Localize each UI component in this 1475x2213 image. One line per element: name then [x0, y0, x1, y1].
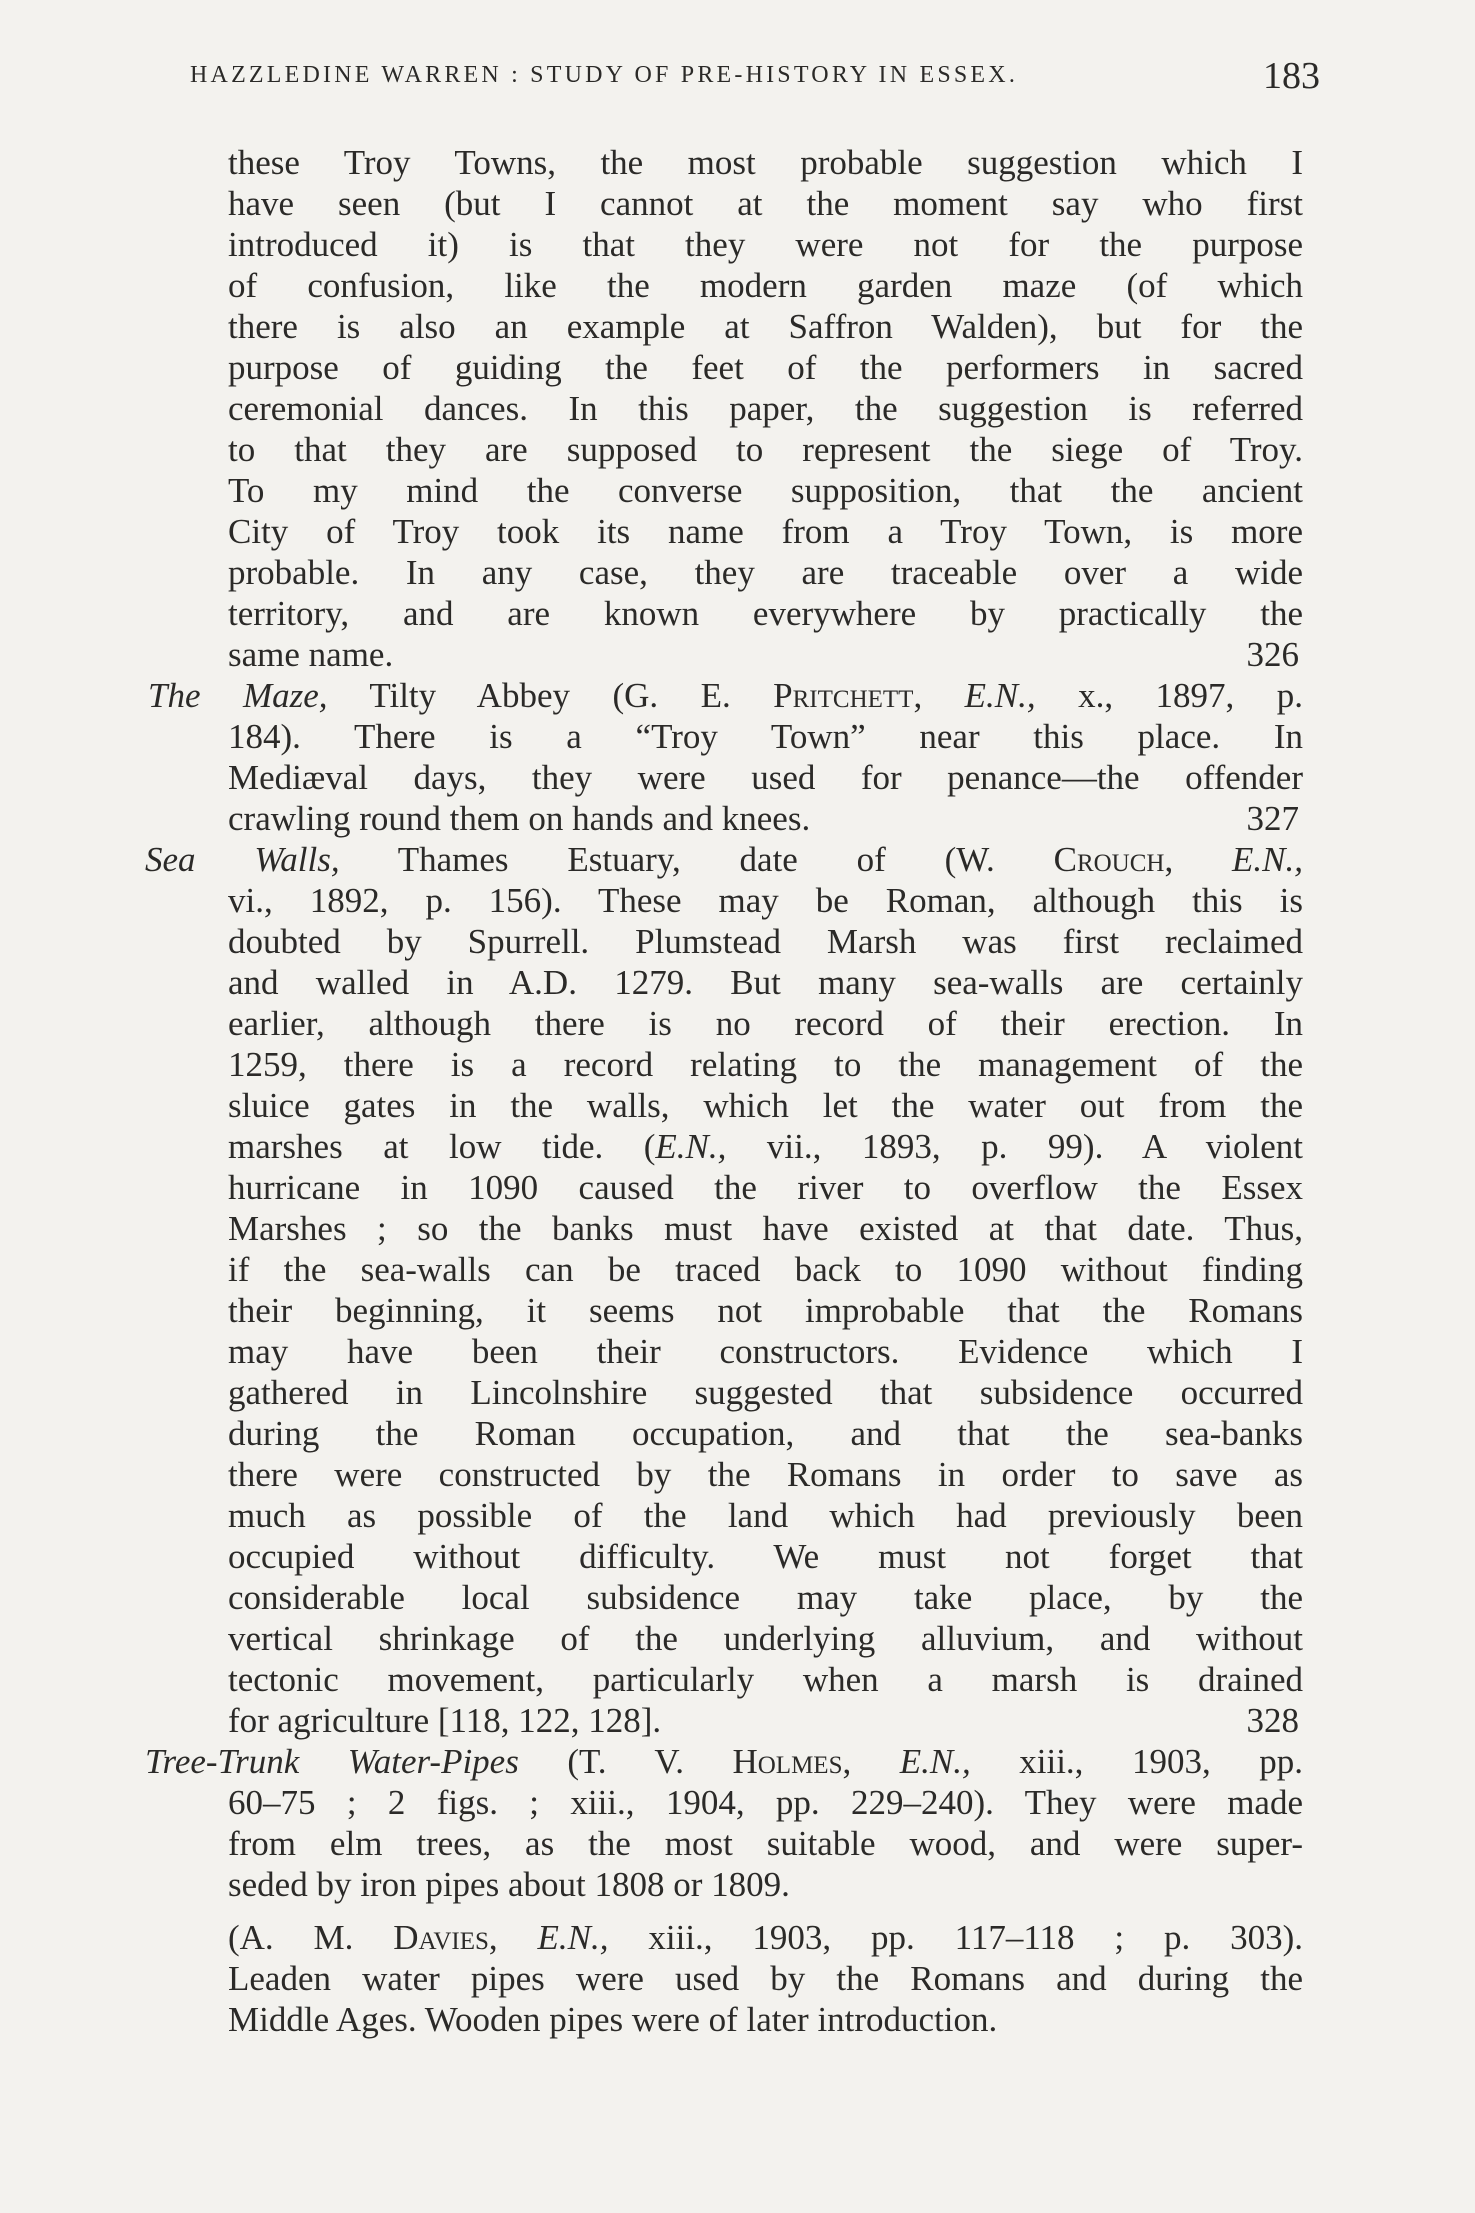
- text-line: Middle Ages. Wooden pipes were of later introduction.: [228, 2000, 998, 2039]
- text-line: Leaden water pipes were used by the Romans and during the: [228, 1959, 1303, 1998]
- text-line: [228, 1700, 1303, 1741]
- text-line: vertical shrinkage of the underlying alluvium, and without: [228, 1619, 1303, 1658]
- text-line: considerable local subsidence may take place, by the: [228, 1578, 1303, 1617]
- text-line: [228, 634, 1303, 675]
- reference-number: 328: [1246, 1701, 1299, 1740]
- entry-sea-walls: [145, 839, 1303, 1741]
- text-line: tectonic movement, particularly when a marsh is drained: [228, 1660, 1303, 1699]
- line-text: Thames Estuary, date of (W.: [339, 840, 1054, 879]
- text-line: if the sea-walls can be traced back to 1090 without finding: [228, 1250, 1303, 1289]
- text-line: territory, and are known everywhere by practically the: [228, 594, 1303, 633]
- text-line: during the Roman occupation, and that the sea-banks: [228, 1414, 1303, 1453]
- entry-tree-trunk-water-pipes: [145, 1741, 1303, 1905]
- text-line: gathered in Lincolnshire suggested that subsidence occurred: [228, 1373, 1303, 1412]
- text-line: may have been their constructors. Evidence which I: [228, 1332, 1303, 1371]
- text-line: 1259, there is a record relating to the management of the: [228, 1045, 1303, 1084]
- text-line: purpose of guiding the feet of the performers in sacred: [228, 348, 1303, 387]
- line-text: (A. M.: [228, 1918, 394, 1957]
- text-line: to that they are supposed to represent the siege of Troy.: [228, 430, 1303, 469]
- text-line: City of Troy took its name from a Troy Town, is more: [228, 512, 1303, 551]
- text-line: hurricane in 1090 caused the river to overflow the Essex: [228, 1168, 1303, 1207]
- text-line: probable. In any case, they are traceable over a wide: [228, 553, 1303, 592]
- text-line: 60–75 ; 2 figs. ; xiii., 1904, pp. 229–240). They were made: [228, 1783, 1303, 1822]
- page-number: 183: [1263, 62, 1320, 97]
- entry-heading-line: [145, 1741, 1303, 1782]
- author-name: Holmes,: [732, 1742, 852, 1781]
- line-text: x., 1897, p.: [1035, 676, 1303, 715]
- entry-the-maze: [148, 675, 1303, 839]
- source-abbrev: E.N.,: [1173, 840, 1303, 879]
- text-line: doubted by Spurrell. Plumstead Marsh was first reclaimed: [228, 922, 1303, 961]
- source-abbrev: E.N.,: [922, 676, 1036, 715]
- reference-number: 326: [1246, 635, 1299, 674]
- text-line: and walled in A.D. 1279. But many sea-walls are certainly: [228, 963, 1303, 1002]
- line-text: for agriculture [118, 122, 128].: [228, 1701, 662, 1740]
- author-name: Pritchett,: [773, 676, 923, 715]
- text-line: of confusion, like the modern garden maze (of which: [228, 266, 1303, 305]
- text-line: there is also an example at Saffron Walden), but for the: [228, 307, 1303, 346]
- line-text: (T. V.: [518, 1742, 733, 1781]
- text-line: much as possible of the land which had previously been: [228, 1496, 1303, 1535]
- running-title: HAZZLEDINE WARREN : STUDY OF PRE-HISTORY IN ESSEX.: [190, 62, 1019, 88]
- text-line: from elm trees, as the most suitable wood, and were super-: [228, 1824, 1303, 1863]
- text-line: have seen (but I cannot at the moment say who first: [228, 184, 1303, 223]
- text-line: To my mind the converse supposition, that the ancient: [228, 471, 1303, 510]
- troy-towns-paragraph: [228, 142, 1303, 675]
- text-line: there were constructed by the Romans in order to save as: [228, 1455, 1303, 1494]
- source-abbrev: E.N.,: [497, 1918, 609, 1957]
- body-text: [145, 142, 1303, 2040]
- text-line: Mediæval days, they were used for penance—the offender: [228, 758, 1303, 797]
- entry-heading-line: [148, 675, 1303, 716]
- line-text: same name.: [228, 635, 394, 674]
- reference-number: 327: [1246, 799, 1299, 838]
- entry-title: Sea Walls,: [145, 840, 340, 879]
- text-line: these Troy Towns, the most probable suggestion which I: [228, 143, 1303, 182]
- author-name: Crouch,: [1053, 840, 1174, 879]
- text-line: earlier, although there is no record of their erection. In: [228, 1004, 1303, 1043]
- running-head: [190, 62, 1320, 122]
- entry-title: Tree-Trunk Water-Pipes: [145, 1742, 519, 1781]
- text-line: sluice gates in the walls, which let the water out from the: [228, 1086, 1303, 1125]
- text-line: [228, 1126, 1303, 1167]
- text-line: occupied without difficulty. We must not forget that: [228, 1537, 1303, 1576]
- line-text: crawling round them on hands and knees.: [228, 799, 811, 838]
- line-text: xiii., 1903, pp. 117–118 ; p. 303).: [608, 1918, 1303, 1957]
- source-abbrev: E.N.,: [851, 1742, 971, 1781]
- text-line: 184). There is a “Troy Town” near this place. In: [228, 717, 1303, 756]
- text-line: seded by iron pipes about 1808 or 1809.: [228, 1865, 790, 1904]
- text-line: [228, 798, 1303, 839]
- text-line: their beginning, it seems not improbable that the Romans: [228, 1291, 1303, 1330]
- text-line: Marshes ; so the banks must have existed at that date. Thus,: [228, 1209, 1303, 1248]
- source-abbrev: E.N.,: [655, 1127, 727, 1166]
- text-line: ceremonial dances. In this paper, the suggestion is referred: [228, 389, 1303, 428]
- text-line: [228, 1917, 1303, 1958]
- author-name: Davies,: [393, 1918, 498, 1957]
- entry-davies-note: [228, 1917, 1303, 2040]
- text-line: vi., 1892, p. 156). These may be Roman, although this is: [228, 881, 1303, 920]
- line-text: vii., 1893, p. 99). A violent: [726, 1127, 1303, 1166]
- line-text: Tilty Abbey (G. E.: [327, 676, 774, 715]
- text-line: introduced it) is that they were not for the purpose: [228, 225, 1303, 264]
- entry-heading-line: [145, 839, 1303, 880]
- entry-title: The Maze,: [148, 676, 328, 715]
- line-text: marshes at low tide. (: [228, 1127, 656, 1166]
- line-text: xiii., 1903, pp.: [970, 1742, 1303, 1781]
